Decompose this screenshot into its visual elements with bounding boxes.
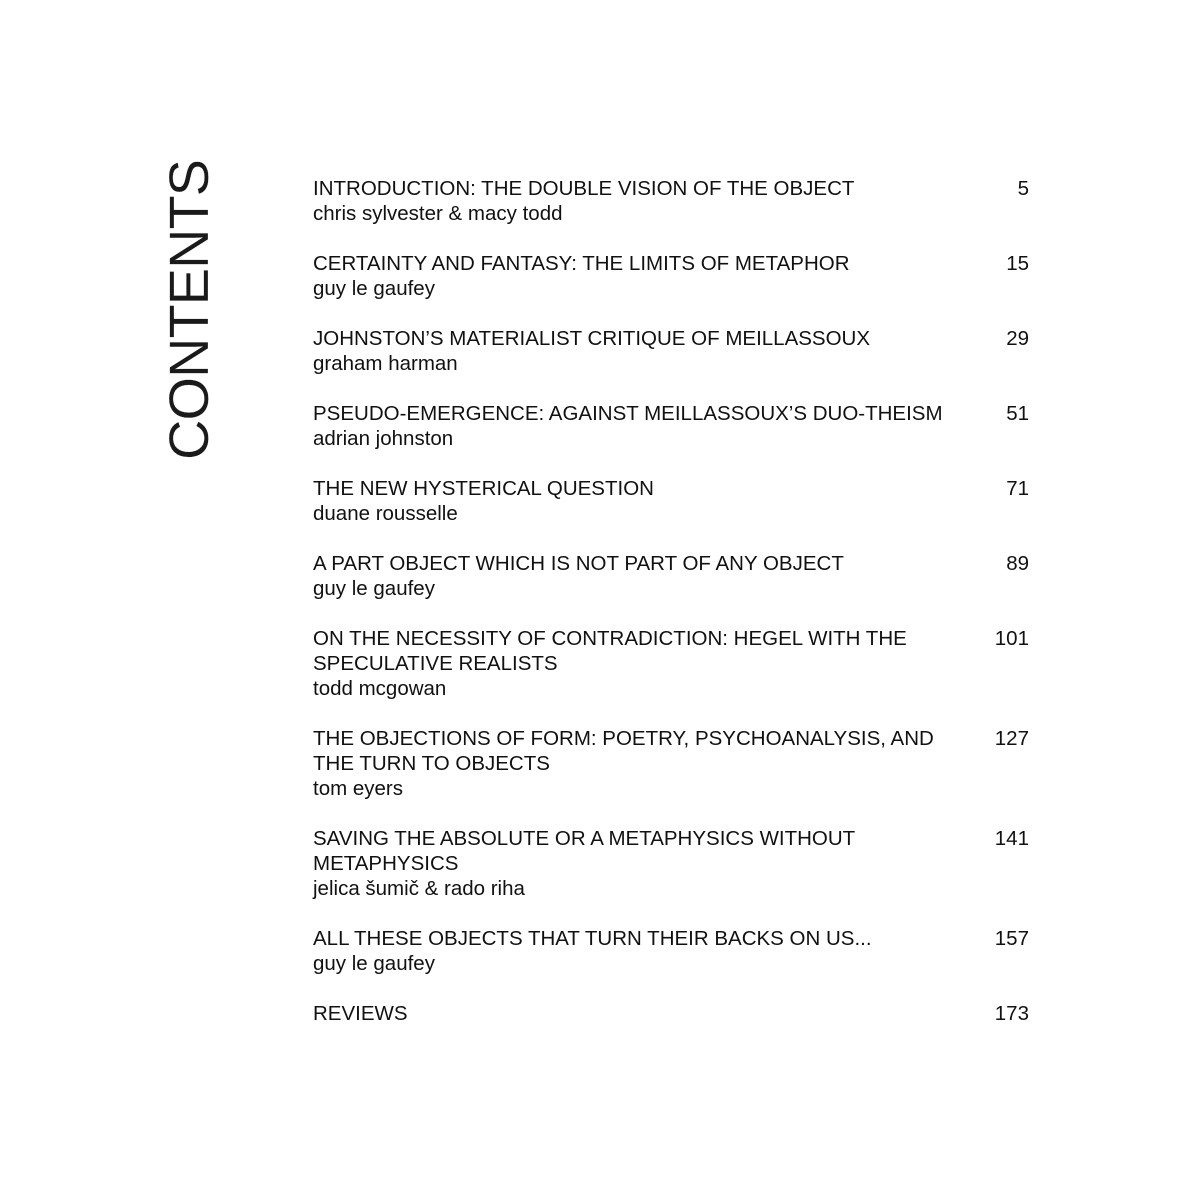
toc-entry[interactable] (313, 551, 1033, 626)
entry-title: A PART OBJECT WHICH IS NOT PART OF ANY OBJECT (313, 552, 844, 575)
toc-entry[interactable] (313, 626, 1033, 726)
entry-author: guy le gaufey (313, 277, 435, 300)
entry-title: THE OBJECTIONS OF FORM: POETRY, PSYCHOANALYSIS, AND THE TURN TO OBJECTS (313, 727, 940, 775)
toc-entry[interactable] (313, 401, 1033, 476)
entry-page-number: 51 (1006, 402, 1029, 425)
toc-entry[interactable] (313, 726, 1033, 826)
entry-page-number: 127 (994, 727, 1029, 750)
entry-title: CERTAINTY AND FANTASY: THE LIMITS OF METAPHOR (313, 252, 850, 275)
entry-title: SAVING THE ABSOLUTE OR A METAPHYSICS WITHOUT METAPHYSICS (313, 827, 861, 875)
entry-title: INTRODUCTION: THE DOUBLE VISION OF THE OBJECT (313, 177, 855, 200)
entry-page-number: 5 (1017, 177, 1029, 200)
entry-title: ALL THESE OBJECTS THAT TURN THEIR BACKS ON US... (313, 927, 872, 950)
entry-author: guy le gaufey (313, 952, 435, 975)
entry-author: adrian johnston (313, 427, 454, 450)
entry-title: THE NEW HYSTERICAL QUESTION (313, 477, 654, 500)
toc-entry[interactable] (313, 326, 1033, 401)
entry-page-number: 15 (1006, 252, 1029, 275)
entry-page-number: 141 (994, 827, 1029, 850)
entry-author: chris sylvester & macy todd (313, 202, 563, 225)
entry-page-number: 157 (994, 927, 1029, 950)
toc-entry[interactable] (313, 826, 1033, 926)
contents-heading: CONTENTS (157, 160, 220, 460)
toc-entry[interactable] (313, 251, 1033, 326)
entry-title: ON THE NECESSITY OF CONTRADICTION: HEGEL WITH THE SPECULATIVE REALISTS (313, 627, 913, 675)
table-of-contents (313, 176, 1033, 1031)
entry-author: jelica šumič & rado riha (313, 877, 525, 900)
entry-author: duane rousselle (313, 502, 458, 525)
toc-entry[interactable] (313, 176, 1033, 251)
entry-author: guy le gaufey (313, 577, 435, 600)
entry-author: graham harman (313, 352, 458, 375)
entry-title: PSEUDO-EMERGENCE: AGAINST MEILLASSOUX’S DUO-THEISM (313, 402, 943, 425)
entry-title: REVIEWS (313, 1002, 408, 1025)
entry-page-number: 71 (1006, 477, 1029, 500)
toc-entry[interactable] (313, 926, 1033, 1001)
entry-title: JOHNSTON’S MATERIALIST CRITIQUE OF MEILLASSOUX (313, 327, 871, 350)
entry-author: tom eyers (313, 777, 403, 800)
entry-page-number: 29 (1006, 327, 1029, 350)
entry-page-number: 173 (994, 1002, 1029, 1025)
toc-entry[interactable] (313, 476, 1033, 551)
toc-entry[interactable] (313, 1001, 1033, 1031)
entry-author: todd mcgowan (313, 677, 447, 700)
entry-page-number: 89 (1006, 552, 1029, 575)
entry-page-number: 101 (994, 627, 1029, 650)
